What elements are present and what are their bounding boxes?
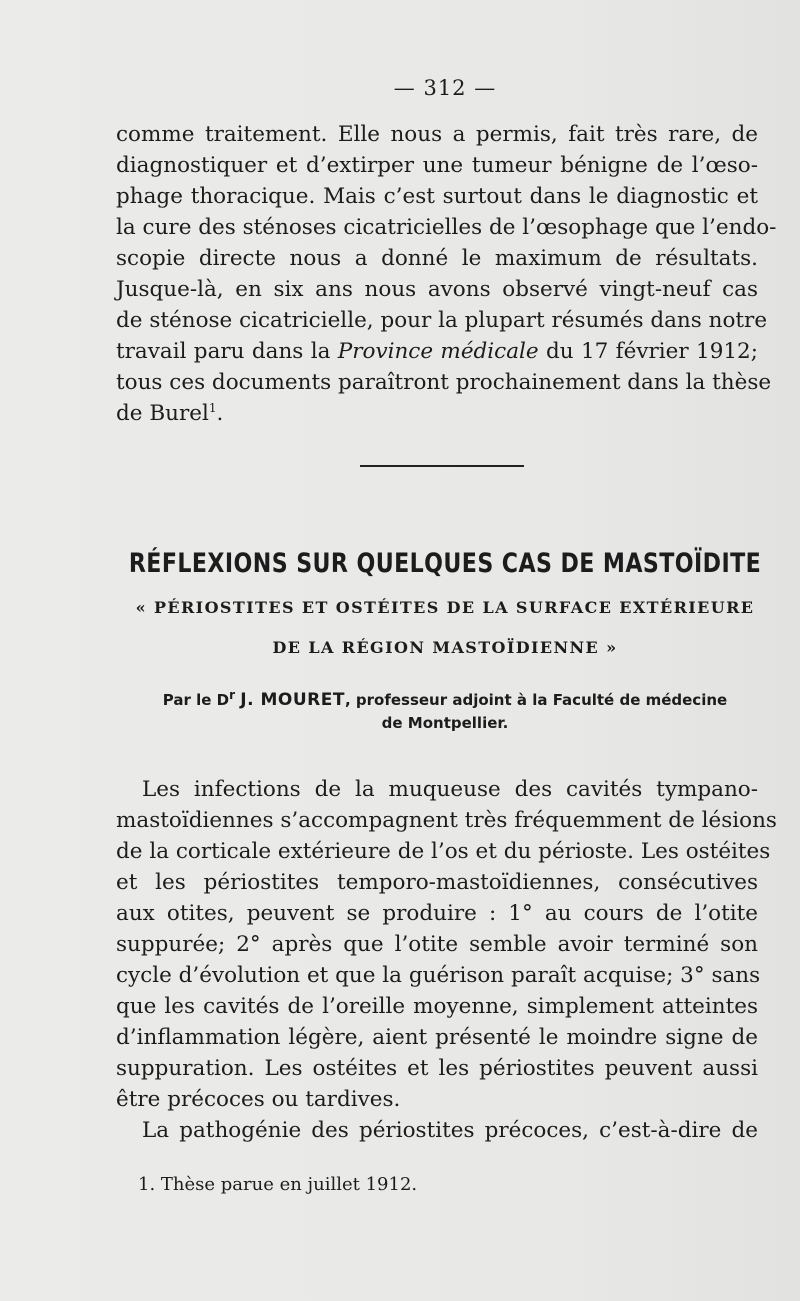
paragraph-intro [116,774,777,1146]
text-line: de sténose cicatricielle, pour la plupart résumés dans notre [116,308,768,333]
section-divider [360,465,524,467]
text-line: diagnostiquer et d’extirper une tumeur bénigne de l’œso- [116,153,758,178]
text-line: Les infections de la muqueuse des cavités tympano- [142,777,758,802]
paragraph-continued [116,119,777,429]
text-line: que les cavités de l’oreille moyenne, simplement atteintes [116,994,758,1019]
text-fragment: travail paru dans la [116,339,338,364]
text-line: tous ces documents paraîtront prochainement dans la thèse [116,370,772,395]
text-line: d’inflammation légère, aient présenté le moindre signe de [116,1025,758,1050]
text-line: phage thoracique. Mais c’est surtout dans le diagnostic et [116,184,758,209]
text-fragment: . [216,401,224,426]
text-fragment: du 17 février 1912; [538,339,758,364]
text-line: suppuration. Les ostéites et les périostites peuvent aussi [116,1056,758,1081]
text-line: être précoces ou tardives. [116,1087,401,1112]
text-line: comme traitement. Elle nous a permis, fait très rare, de [116,122,758,147]
text-fragment: de Burel [116,401,209,426]
author-prefix-sup: r [229,688,236,702]
journal-title: Province médicale [337,339,539,364]
text-line: mastoïdiennes s’accompagnent très fréquemment de lésions [116,808,777,833]
text-line: suppurée; 2° après que l’otite semble avoir terminé son [116,932,758,957]
text-line: et les périostites temporo-mastoïdiennes, consécutives [116,870,758,895]
text-line: de la corticale extérieure de l’os et du périoste. Les ostéites [116,839,771,864]
text-line: Jusque-là, en six ans nous avons observé vingt-neuf cas [116,277,758,302]
text-line: La pathogénie des périostites précoces, c’est-à-dire de [142,1118,758,1143]
footnote-ref: 1 [208,400,217,415]
text-line: la cure des sténoses cicatricielles de l’œsophage que l’endo- [116,215,777,240]
page-number: — 312 — [393,76,497,100]
article-subtitle-line1: « PÉRIOSTITES ET OSTÉITES DE LA SURFACE EXTÉRIEURE [135,598,755,617]
footnote: 1. Thèse parue en juillet 1912. [138,1174,418,1195]
author-line [0,690,800,710]
text-line [116,398,758,429]
author-affiliation: , professeur adjoint à la Faculté de médecine [344,691,728,709]
article-title: RÉFLEXIONS SUR QUELQUES CAS DE MASTOÏDITE [128,548,762,579]
author-name: J. MOURET [240,690,345,710]
text-line [116,336,758,367]
author-prefix: Par le D [162,691,230,709]
text-line: cycle d’évolution et que la guérison paraît acquise; 3° sans [116,963,761,988]
article-subtitle-line2: DE LA RÉGION MASTOÏDIENNE » [272,638,618,657]
author-line2: de Montpellier. [381,714,509,732]
text-line: scopie directe nous a donné le maximum de résultats. [116,246,758,271]
text-line: aux otites, peuvent se produire : 1° au cours de l’otite [116,901,758,926]
